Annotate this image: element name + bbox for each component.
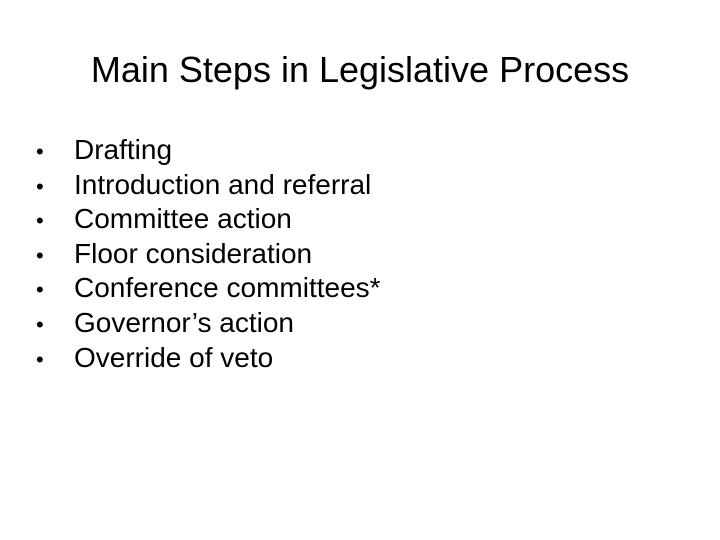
list-item [36,133,381,168]
bullet-text: Drafting [74,134,173,165]
bullet-icon: • [36,242,44,268]
list-item [36,341,381,376]
list-item [36,168,381,203]
list-item [36,306,381,341]
bullet-text: Introduction and referral [74,168,372,200]
bullet-list [36,133,381,375]
bullet-icon: • [36,208,44,234]
bullet-text: Governor’s action [74,306,294,338]
list-item [36,237,381,272]
list-item [36,202,381,237]
bullet-text: Committee action [74,203,292,235]
bullet-icon: • [36,173,44,199]
bullet-icon: • [36,277,44,303]
bullet-text: Override of veto [74,341,274,373]
bullet-text: Conference committees* [74,272,381,304]
list-item [36,271,381,306]
bullet-icon: • [36,139,44,164]
bullet-text: Floor consideration [74,237,313,269]
slide-title: Main Steps in Legislative Process [90,49,630,90]
bullet-icon: • [36,346,44,372]
bullet-icon: • [36,311,44,337]
